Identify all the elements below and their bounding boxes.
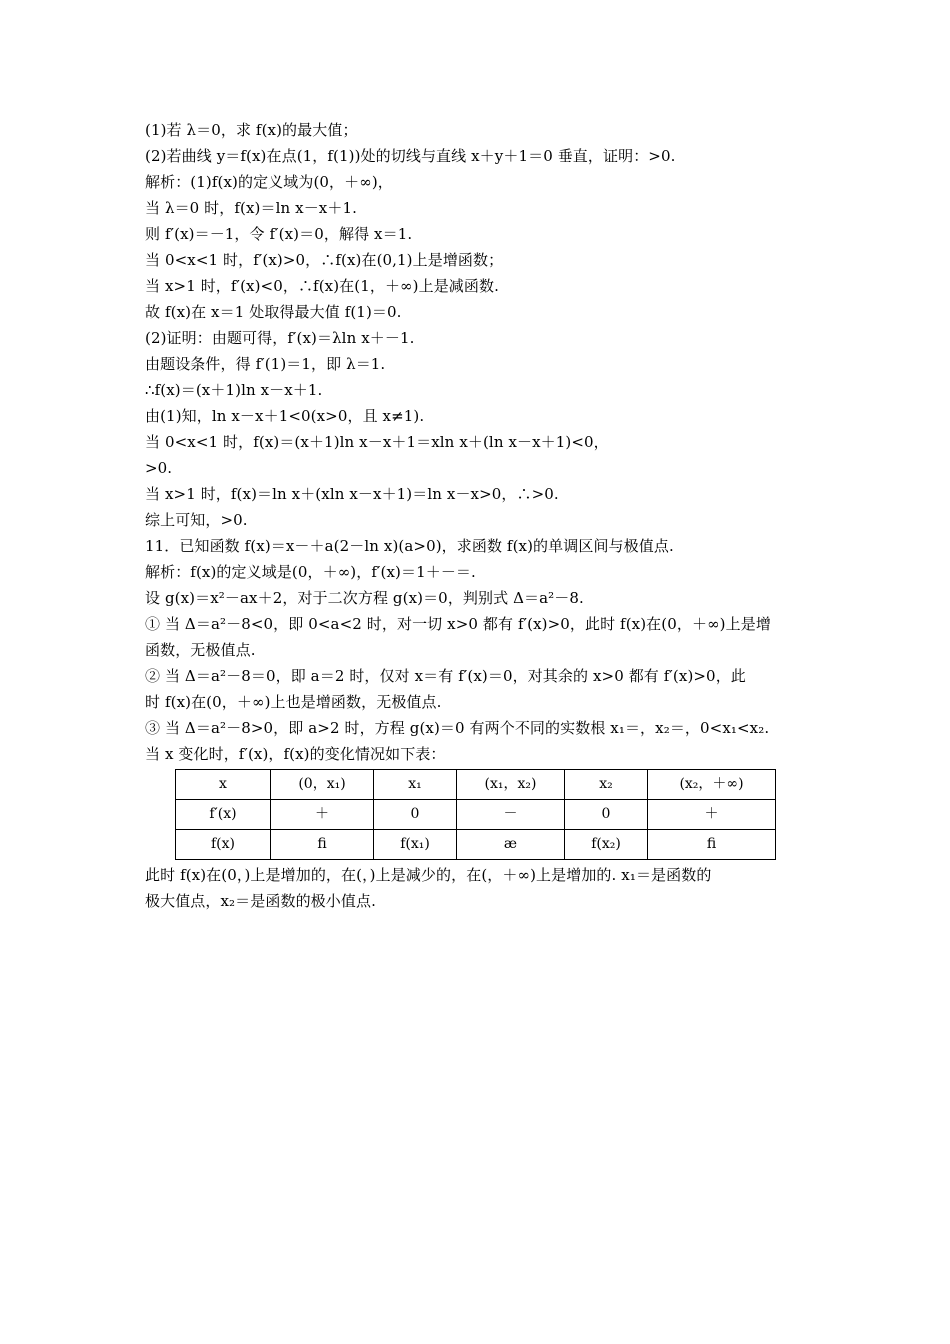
text-line: 综上可知，>0. xyxy=(145,511,248,529)
text-line: 函数，无极值点. xyxy=(145,641,256,659)
text-line: (2)若曲线 y＝f(x)在点(1，f(1))处的切线与直线 x＋y＋1＝0 垂直，证明：>0. xyxy=(145,147,676,165)
text-line: 解析：f(x)的定义域是(0，＋∞)，f′(x)＝1＋－＝. xyxy=(145,563,476,581)
table-cell: x xyxy=(176,770,271,800)
problem-11-statement: 11．已知函数 f(x)＝x－＋a(2－ln x)(a>0)，求函数 f(x)的单调区间与极值点. xyxy=(145,537,674,555)
solution-text-after-table xyxy=(145,862,807,914)
table-cell: f(x₁) xyxy=(374,830,457,860)
table-cell: (x₁，x₂) xyxy=(457,770,565,800)
solution-text-before-table xyxy=(145,117,807,767)
table-row xyxy=(176,770,776,800)
table-cell: (x₂，＋∞) xyxy=(648,770,776,800)
table-cell: (0，x₁) xyxy=(271,770,374,800)
table-cell: 0 xyxy=(374,800,457,830)
text-line: ③ 当 Δ＝a²－8>0，即 a>2 时，方程 g(x)＝0 有两个不同的实数根 x₁＝，x₂＝，0<x₁<x₂. xyxy=(145,719,770,737)
text-line: 当 x>1 时，f(x)＝ln x＋(xln x－x＋1)＝ln x－x>0，∴>0. xyxy=(145,485,559,503)
text-line: ② 当 Δ＝a²－8＝0，即 a＝2 时，仅对 x＝有 f′(x)＝0，对其余的 x>0 都有 f′(x)>0，此 xyxy=(145,667,746,685)
text-line: 解析：(1)f(x)的定义域为(0，＋∞)， xyxy=(145,173,393,191)
text-line: 当 x 变化时，f′(x)，f(x)的变化情况如下表： xyxy=(145,745,446,763)
text-line: (2)证明：由题可得，f′(x)＝λln x＋－1. xyxy=(145,329,415,347)
text-line: ∴f(x)＝(x＋1)ln x－x＋1. xyxy=(145,381,323,399)
table-cell: f(x) xyxy=(176,830,271,860)
text-line: 由(1)知，ln x－x＋1<0(x>0，且 x≠1). xyxy=(145,407,425,425)
table-cell: － xyxy=(457,800,565,830)
text-line: 设 g(x)＝x²－ax＋2，对于二次方程 g(x)＝0，判别式 Δ＝a²－8. xyxy=(145,589,584,607)
variation-table xyxy=(175,769,776,860)
text-line: >0. xyxy=(145,459,173,477)
table-row xyxy=(176,830,776,860)
document-page xyxy=(145,117,807,914)
table-row xyxy=(176,800,776,830)
text-line: 当 0<x<1 时，f(x)＝(x＋1)ln x－x＋1＝xln x＋(ln x－x＋1)<0， xyxy=(145,433,609,451)
table-cell: ＋ xyxy=(271,800,374,830)
table-cell: f(x₂) xyxy=(565,830,648,860)
text-line: (1)若 λ＝0，求 f(x)的最大值； xyxy=(145,121,358,139)
text-line: 当 x>1 时，f′(x)<0，∴f(x)在(1，＋∞)上是减函数. xyxy=(145,277,499,295)
text-line: 故 f(x)在 x＝1 处取得最大值 f(1)＝0. xyxy=(145,303,402,321)
table-cell: 0 xyxy=(565,800,648,830)
table-cell: ﬁ xyxy=(648,830,776,860)
table-cell: ＋ xyxy=(648,800,776,830)
table-cell: x₂ xyxy=(565,770,648,800)
text-line: 由题设条件，得 f′(1)＝1，即 λ＝1. xyxy=(145,355,386,373)
text-line: 则 f′(x)＝－1，令 f′(x)＝0，解得 x＝1. xyxy=(145,225,413,243)
text-line: 当 0<x<1 时，f′(x)>0，∴f(x)在(0,1)上是增函数； xyxy=(145,251,504,269)
text-line: 此时 f(x)在(0，)上是增加的，在(，)上是减少的，在(，＋∞)上是增加的. x₁＝是函数的 xyxy=(145,866,712,884)
table-cell: æ xyxy=(457,830,565,860)
text-line: ① 当 Δ＝a²－8<0，即 0<a<2 时，对一切 x>0 都有 f′(x)>0，此时 f(x)在(0，＋∞)上是增 xyxy=(145,615,771,633)
table-cell: f′(x) xyxy=(176,800,271,830)
variation-table-container xyxy=(175,769,775,860)
text-line: 当 λ＝0 时，f(x)＝ln x－x＋1. xyxy=(145,199,357,217)
table-cell: x₁ xyxy=(374,770,457,800)
table-cell: ﬁ xyxy=(271,830,374,860)
text-line: 时 f(x)在(0，＋∞)上也是增函数，无极值点. xyxy=(145,693,442,711)
text-line: 极大值点，x₂＝是函数的极小值点. xyxy=(145,892,376,910)
